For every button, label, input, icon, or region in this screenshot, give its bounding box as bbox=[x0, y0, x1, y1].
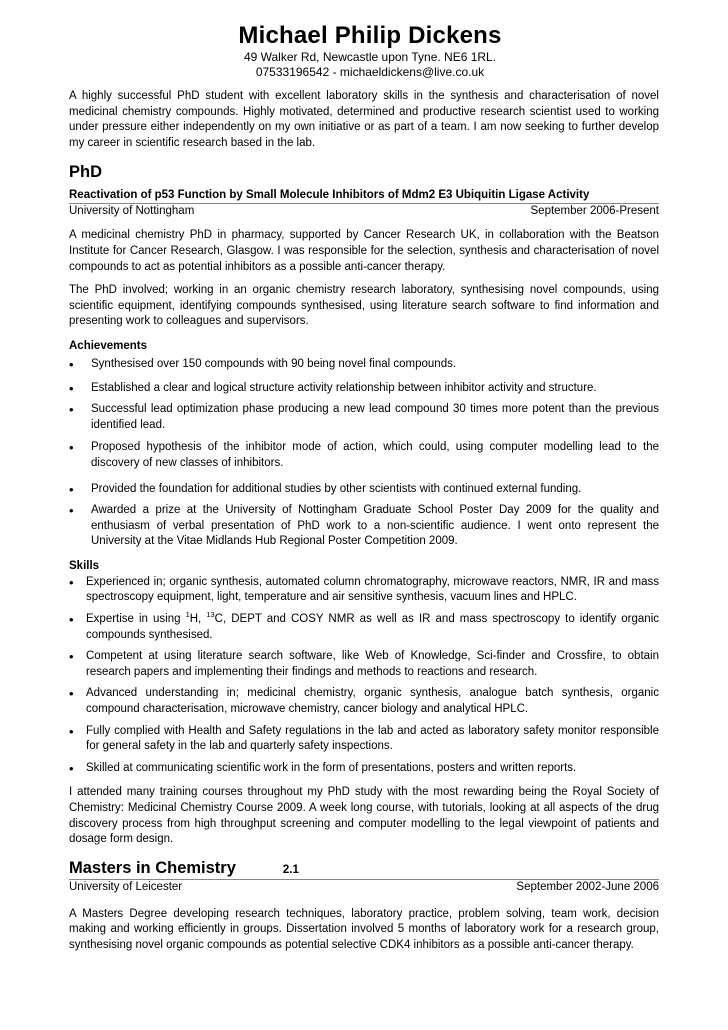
phone-email-line: 07533196542 - michaeldickens@live.co.uk bbox=[255, 65, 485, 79]
bullet-icon: • bbox=[69, 574, 74, 590]
list-item bbox=[69, 612, 659, 643]
list-item: • Competent at using literature search software, like Web of Knowledge, Sci-finder and Crossfire, to obtain research papers and implementing their findings and methods to reactions and research. bbox=[69, 649, 659, 680]
address-line: 49 Walker Rd, Newcastle upon Tyne. NE6 1RL. bbox=[243, 50, 497, 64]
list-item: • Skilled at communicating scientific work in the form of presentations, posters and written reports. bbox=[69, 760, 577, 776]
masters-heading-row bbox=[69, 858, 659, 878]
masters-institution-row bbox=[69, 880, 659, 895]
bullet-icon: • bbox=[69, 686, 74, 702]
phd-institution: University of Nottingham bbox=[69, 205, 195, 218]
phd-dates: September 2006-Present bbox=[530, 205, 659, 218]
nmr-skill-text: Expertise in using $^1$H, $^{13}$C, DEPT and COSY NMR as well as IR and mass spectroscopy to identify organic compounds synthesised. bbox=[86, 610, 660, 641]
cv-page bbox=[69, 22, 659, 954]
bullet-icon: • bbox=[69, 440, 74, 456]
list-item: • Established a clear and logical structure activity relationship between inhibitor activity and structure. bbox=[69, 380, 597, 396]
profile-summary: A highly successful PhD student with excellent laboratory skills in the synthesis and characterisation of novel medicinal chemistry compounds. Highly motivated, determined and productive research scientist used to working under pressure either independently on my own initiative or as part of a team. I am now seeking to further develop my career in scientific research based in the lab. bbox=[69, 90, 659, 149]
list-item: • Proposed hypothesis of the inhibitor mode of action, which could, using computer modelling lead to the discovery of new classes of inhibitors. bbox=[69, 440, 659, 471]
phd-heading: PhD bbox=[69, 163, 102, 182]
training-paragraph: I attended many training courses throughout my PhD study with the most rewarding being the Royal Society of Chemistry: Medicinal Chemistry Course 2009. A week long course, with tutorials, looking at all aspects of the drug discovery process from high throughput screening and computer modelling to the legal viewpoint of patients and dosage form design. bbox=[69, 786, 659, 846]
masters-heading: Masters in Chemistry bbox=[69, 858, 236, 877]
bullet-icon: • bbox=[69, 380, 74, 396]
bullet-icon: • bbox=[69, 723, 74, 739]
list-item: • Successful lead optimization phase producing a new lead compound 30 times more potent than the previous identified lead. bbox=[69, 402, 659, 433]
phd-project-title: Reactivation of p53 Function by Small Molecule Inhibitors of Mdm2 E3 Ubiquitin Ligase Activity bbox=[69, 189, 590, 202]
list-item: • Advanced understanding in; medicinal chemistry, organic synthesis, analogue batch synthesis, organic compound characterisation, microwave chemistry, cancer biology and analytical HPLC. bbox=[69, 686, 659, 717]
skills-list bbox=[69, 575, 659, 777]
bullet-icon: • bbox=[69, 612, 74, 628]
list-item: • Awarded a prize at the University of Nottingham Graduate School Poster Day 2009 for the quality and enthusiasm of verbal presentation of PhD work to a non-scientific audience. I went onto represent the University at the Vitae Midlands Hub Regional Poster Competition 2009. bbox=[69, 503, 659, 550]
bullet-icon: • bbox=[69, 356, 74, 372]
phd-involvement: The PhD involved; working in an organic chemistry research laboratory, synthesising novel compounds, using scientific equipment, identifying compounds synthesised, using literature search software to find information and presenting work to colleagues and supervisors. bbox=[69, 284, 659, 328]
list-item: • Synthesised over 150 compounds with 90 being novel final compounds. bbox=[69, 356, 457, 372]
list-item: • Fully complied with Health and Safety regulations in the lab and acted as laboratory safety monitor responsible for general safety in the lab and quarterly safety inspections. bbox=[69, 724, 659, 755]
masters-grade: 2.1 bbox=[282, 863, 299, 876]
list-item: • Provided the foundation for additional studies by other scientists with continued external funding. bbox=[69, 481, 582, 497]
achievements-heading: Achievements bbox=[69, 339, 147, 352]
candidate-name: Michael Philip Dickens bbox=[238, 22, 502, 49]
achievements-list bbox=[69, 357, 659, 550]
list-item: • Experienced in; organic synthesis, automated column chromatography, microwave reactors, NMR, IR and mass spectroscopy equipment, light, temperature and air sensitive synthesis, vacuum lines and HPLC. bbox=[69, 575, 659, 606]
phd-institution-row bbox=[69, 204, 659, 219]
masters-institution: University of Leicester bbox=[69, 880, 183, 893]
bullet-icon: • bbox=[69, 503, 74, 519]
bullet-icon: • bbox=[69, 481, 74, 497]
phd-description: A medicinal chemistry PhD in pharmacy, supported by Cancer Research UK, in collaboration with the Beatson Institute for Cancer Research, Glasgow. I was responsible for the selection, synthesis and characterisation of novel compounds to act as potential inhibitors as a possible anti-cancer therapy. bbox=[69, 229, 659, 273]
masters-description: A Masters Degree developing research techniques, laboratory practice, problem solving, team work, decision making and working efficiently in groups. Dissertation involved 5 months of laboratory work for a research group, synthesising novel organic compounds as potential selective CDK4 inhibitors as a possible anti-cancer therapy. bbox=[69, 907, 659, 951]
skills-heading: Skills bbox=[69, 559, 100, 572]
bullet-icon: • bbox=[69, 402, 74, 418]
bullet-icon: • bbox=[69, 649, 74, 665]
bullet-icon: • bbox=[69, 760, 74, 776]
masters-dates: September 2002-June 2006 bbox=[516, 880, 659, 893]
